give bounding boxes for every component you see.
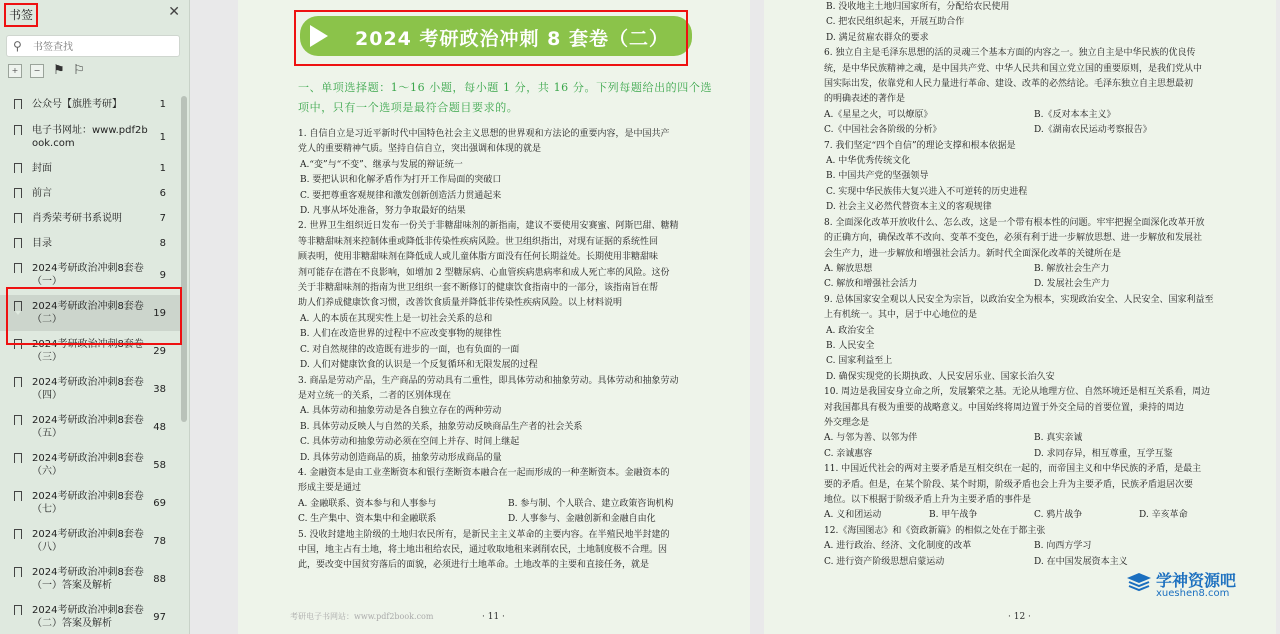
document-page-11 bbox=[238, 0, 750, 634]
bookmark-search-input[interactable] bbox=[31, 38, 175, 56]
page12-text: B. 没收地主土地归国家所有，分配给农民使用 C. 把农民组织起来，开展互助合作 D. 满足贫雇农群众的要求 6. 独立自主是毛泽东思想的活的灵魂三个基本方面的内容之一。独立自主是中华民族的优良传 统，是中华民族精神之魂，是中国共产党、中华人民共和国立党立国的重要原则，是我们党从中 国实际出发，依靠党和人民力量进行革命、建设、改革的必然结论。毛泽东独立自主思想最初 的明确表述的著作是 A.《星星之火，可以燎原》 B.《反对本本主义》 C.《中国社会各阶级的分析》 D.《湖南农民运动考察报告》 7. 我们坚定“四个自信”的理论支撑和根本依据是 A. 中华优秀传统文化 B. 中国共产党的坚强领导 C. 实现中华民族伟大复兴进入不可逆转的历史进程 D. 社会主义必然代替资本主义的客观规律 8. 全面深化改革开放收什么、怎么改，这是一个带有根本性的问题。牢牢把握全面深化改革开放 的正确方向，确保改革不改向、变革不变色，必须有利于进一步解放思想、进一步解放和发展社 会生产力，进一步解放和增强社会活力。新时代全面深化改革的关键所在是 A. 解放思想 B. 解放社会生产力 C. 解放和增强社会活力 D. 发展社会生产力 9. 总体国家安全观以人民安全为宗旨，以政治安全为根本，实现政治安全、人民安全、国家利益至 上有机统一。其中，居于中心地位的是 A. 政治安全 B. 人民安全 C. 国家利益至上 D. 确保实现党的长期执政、人民安居乐业、国家长治久安 10. 周边是我国安身立命之所，发展繁荣之基。无论从地理方位、自然环境还是相互关系看，周边 对我国都具有极为重要的战略意义。中国始终将周边置于外交全局的首要位置，秉持的周边 外交理念是 A. 与邻为善、以邻为伴 B. 真实亲诚 C. 亲诚惠容 D. 求同存异，相互尊重，互学互鉴 11. 中国近代社会的两对主要矛盾是互相交织在一起的，而帝国主义和中华民族的矛盾，是最主 要的矛盾。但是，在某个阶段、某个时期，阶级矛盾也会上升为主要矛盾，民族矛盾退居次要 地位。以下根据于阶级矛盾上升为主要矛盾的事件是 A. 义和团运动 B. 甲午战争 C. 鸦片战争 D. 辛亥革命 12.《海国图志》和《资政新篇》的相似之处在于都主张 A. 进行政治、经济、文化制度的改革 B. 向西方学习 C. 进行资产阶级思想启蒙运动 D. 在中国发展资本主义 bbox=[824, 2, 1214, 567]
bookmark-icon bbox=[14, 377, 22, 387]
bookmark-icon bbox=[14, 529, 22, 539]
page11-text: 1. 自信自立是习近平新时代中国特色社会主义思想的世界观和方法论的重要内容，是中国共产 党人的重要精神气质。坚持自信自立，突出强调和体现的就是 A.“变”与“不变”、继承与发展的辩证统一 B. 要把认识和化解矛盾作为打开工作局面的突破口 C. 要把尊重客观规律和激发创新创造活力贯通起来 D. 凡事从坏处准备，努力争取最好的结果 2. 世界卫生组织近日发布一份关于非糖甜味剂的新指南，建议不要使用安赛蜜、阿斯巴甜、糖精 等非糖甜味剂来控制体重或降低非传染性疾病风险。世卫组织指出，对现有证据的系统性回 顾表明，使用非糖甜味剂在降低成人或儿童体脂方面没有任何长期益处。长期使用非糖甜味 剂可能存在潜在不良影响，如增加 2 型糖尿病、心血管疾病患病率和成人死亡率的风险。这份 关于非糖甜味剂的指南为世卫组织一套不断修订的健康饮食指南中的一部分，该指南旨在帮 助人们养成健康饮食习惯，改善饮食质量并降低非传染性疾病风险。以上材料说明 A. 人的本质在其现实性上是一切社会关系的总和 B. 人们在改造世界的过程中不应改变事物的规律性 C. 对自然规律的改造既有进步的一面，也有负面的一面 D. 人们对健康饮食的认识是一个反复循环和无限发展的过程 3. 商品是劳动产品，生产商品的劳动具有二重性，即具体劳动和抽象劳动。具体劳动和抽象劳动 是对立统一的关系，二者的区别体现在 A. 具体劳动和抽象劳动是各自独立存在的两种劳动 B. 具体劳动反映人与自然的关系，抽象劳动反映商品生产者的社会关系 C. 具体劳动和抽象劳动必须在空间上并存、时间上继起 D. 具体劳动创造商品的质，抽象劳动形成商品的量 4. 金融资本是由工业垄断资本和银行垄断资本融合在一起而形成的一种垄断资本。金融资本的 形成主要是通过 A. 金融联系、资本参与和人事参与 B. 参与制、个人联合、建立政策咨询机构 C. 生产集中、资本集中和金融联系 D. 人事参与、金融创新和金融自由化 5. 没收封建地主阶级的土地归农民所有，是新民主主义革命的主要内容。在半殖民地半封建的 中国，地主占有土地，将土地出租给农民，通过收取地租来剥削农民，土地制度极不合理。因 此，要改变中国贫穷落后的面貌，必须进行土地革命。土地改革的主要和直接任务，就是 bbox=[298, 129, 679, 571]
add-bookmark-icon[interactable]: ⚑ bbox=[53, 63, 65, 78]
bookmark-item[interactable]: 2024考研政治冲刺8套卷（八） 78 bbox=[0, 528, 180, 554]
page-number: · 12 · bbox=[1008, 612, 1031, 622]
title-highlight bbox=[294, 10, 688, 66]
section-heading: 一、单项选择题：1～16 小题，每小题 1 分，共 16 分。下列每题给出的四个选项中，只有一个选项是最符合题目要求的。 bbox=[298, 81, 713, 114]
expand-all-icon[interactable]: + bbox=[8, 64, 22, 78]
bookmark-item[interactable]: 2024考研政治冲刺8套卷（四） 38 bbox=[0, 376, 180, 402]
bookmark-icon bbox=[14, 163, 22, 173]
bookmark-item[interactable]: 2024考研政治冲刺8套卷（七） 69 bbox=[0, 490, 180, 516]
bookmark-item[interactable]: 2024考研政治冲刺8套卷（三） 29 bbox=[0, 338, 180, 364]
bookmark-item[interactable]: 2024考研政治冲刺8套卷（一） 9 bbox=[0, 262, 180, 288]
bookmark-search[interactable] bbox=[6, 35, 180, 57]
collapse-all-icon[interactable]: − bbox=[30, 64, 44, 78]
bookmark-icon bbox=[14, 491, 22, 501]
bookmark-icon bbox=[14, 213, 22, 223]
page-footer: 考研电子书网站：www.pdf2book.com bbox=[290, 612, 434, 621]
bookmark-icon bbox=[14, 99, 22, 109]
bookmark-item[interactable]: 2024考研政治冲刺8套卷（六） 58 bbox=[0, 452, 180, 478]
bookmark-icon[interactable]: ⚐ bbox=[73, 63, 85, 78]
sidebar-title: 书签 bbox=[4, 3, 38, 27]
bookmark-icon bbox=[14, 188, 22, 198]
bookmark-icon bbox=[14, 415, 22, 425]
bookmark-icon bbox=[14, 453, 22, 463]
bookmark-icon bbox=[14, 238, 22, 248]
bookmark-item-selected[interactable]: 2024考研政治冲刺8套卷（二） 19 bbox=[0, 295, 180, 331]
watermark-title: 学神资源吧 bbox=[1156, 571, 1237, 590]
close-icon[interactable]: ✕ bbox=[168, 4, 180, 20]
bookmark-icon bbox=[14, 263, 22, 273]
book-stack-icon bbox=[1126, 572, 1152, 592]
bookmark-list bbox=[0, 92, 180, 634]
bookmark-icon bbox=[14, 125, 22, 135]
watermark-logo bbox=[1126, 568, 1276, 604]
sidebar-scrollbar[interactable] bbox=[181, 96, 187, 422]
bookmark-item[interactable]: 2024考研政治冲刺8套卷（一）答案及解析 88 bbox=[0, 566, 180, 592]
page-number: · 11 · bbox=[482, 612, 505, 622]
bookmark-item[interactable]: 封面 1 bbox=[0, 162, 180, 176]
exam-title: 2024 考研政治冲刺 8 套卷（二） bbox=[355, 28, 669, 50]
bookmark-item[interactable]: 公众号【旗胜考研】 1 bbox=[0, 98, 180, 112]
bookmark-icon bbox=[14, 567, 22, 577]
bookmark-item[interactable]: 2024考研政治冲刺8套卷（五） 48 bbox=[0, 414, 180, 440]
sidebar-header bbox=[0, 0, 190, 28]
document-page-12 bbox=[764, 0, 1276, 634]
selection-highlight bbox=[6, 287, 182, 345]
bookmark-item[interactable]: 肖秀荣考研书系说明 7 bbox=[0, 212, 180, 226]
bookmark-sidebar bbox=[0, 0, 190, 634]
watermark-url: xueshen8.com bbox=[1156, 588, 1230, 599]
bookmark-item[interactable]: 2024考研政治冲刺8套卷（二）答案及解析 97 bbox=[0, 604, 180, 630]
bookmark-item[interactable]: 目录 8 bbox=[0, 237, 180, 251]
bookmark-item[interactable]: 前言 6 bbox=[0, 187, 180, 201]
bookmark-item[interactable]: 电子书网址：www.pdf2book.com 1 bbox=[0, 124, 180, 150]
bookmark-icon bbox=[14, 605, 22, 615]
search-icon: ⚲ bbox=[13, 39, 22, 53]
